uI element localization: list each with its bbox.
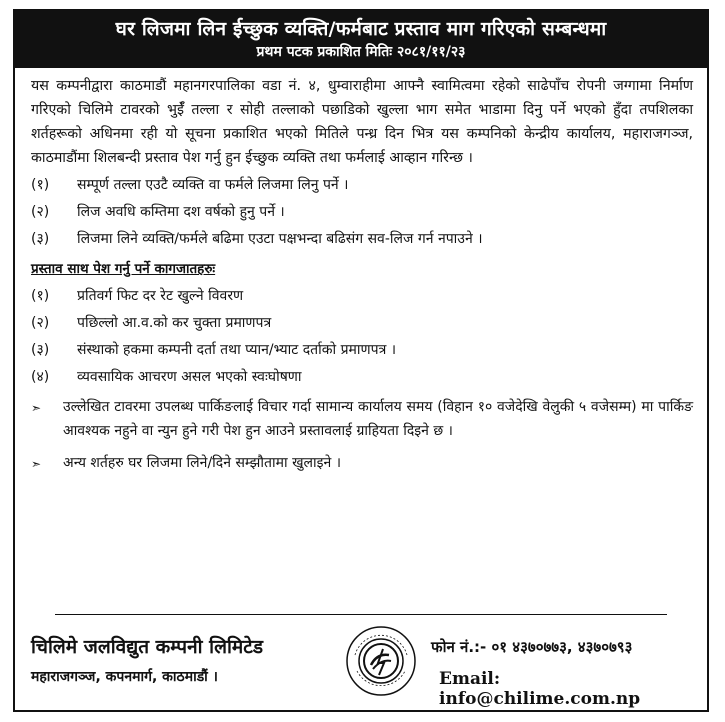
item-text: पछिल्लो आ.व.को कर चुक्ता प्रमाणपत्र (77, 315, 272, 331)
list-item (31, 310, 693, 337)
footer-divider (55, 614, 667, 615)
item-number: (१) (31, 288, 50, 304)
email-address: Email: info@chilime.com.np (439, 669, 641, 709)
notice-header (15, 11, 707, 68)
item-number: (२) (31, 204, 50, 220)
list-item (31, 451, 693, 476)
documents-list (31, 283, 693, 391)
item-number: (२) (31, 315, 50, 331)
list-item (31, 395, 693, 443)
note-text: अन्य शर्तहरु घर लिजमा लिने/दिने सम्झौतामा खुलाइने । (63, 455, 342, 471)
company-address: महाराजगञ्ज, कपनमार्ग, काठमाडौं । (31, 669, 218, 685)
note-text: उल्लेखित टावरमा उपलब्ध पार्किङलाई विचार गर्दा सामान्य कार्यालय समय (विहान १० वजेदेखि वेलुकी ५ वजेसम्म) मा पार्किङ आवश्यक नहुने वा न्युन हुने गरी पेश हुन आउने प्रस्तावलाई ग्राहियता दिइने छ । (63, 399, 693, 439)
chilime-company-seal-icon (345, 625, 417, 697)
list-item (31, 172, 693, 199)
notes-list (31, 395, 693, 476)
notice-body (15, 68, 707, 476)
phone-number: फोन नं.:- ०१ ४३७०७७३, ४३७०७९३ (431, 638, 633, 656)
item-number: (३) (31, 231, 50, 247)
item-text: सम्पूर्ण तल्ला एउटै व्यक्ति वा फर्मले लिजमा लिनु पर्ने । (77, 177, 349, 193)
conditions-list (31, 172, 693, 253)
list-item (31, 226, 693, 253)
item-text: प्रतिवर्ग फिट दर रेट खुल्ने विवरण (77, 288, 244, 304)
documents-heading: प्रस्ताव साथ पेश गर्नु पर्ने कागजातहरुः (31, 261, 216, 277)
item-text: लिजमा लिने व्यक्ति/फर्मले बढिमा एउटा पक्षभन्दा बढिसंग सव-लिज गर्न नपाउने । (77, 231, 483, 247)
company-name: चिलिमे जलविद्युत कम्पनी लिमिटेड (31, 636, 263, 658)
notice-footer (15, 623, 707, 709)
publication-date: प्रथम पटक प्रकाशित मितिः २०८१/११/२३ (256, 44, 466, 60)
list-item (31, 199, 693, 226)
item-text: संस्थाको हकमा कम्पनी दर्ता तथा प्यान/भ्याट दर्ताको प्रमाणपत्र । (77, 342, 397, 358)
list-item (31, 283, 693, 310)
item-number: (१) (31, 177, 50, 193)
list-item (31, 337, 693, 364)
arrow-bullet-icon: ➣ (31, 457, 42, 471)
item-text: लिज अवधि कम्तिमा दश वर्षको हुनु पर्ने । (77, 204, 285, 220)
list-item (31, 364, 693, 391)
item-number: (३) (31, 342, 50, 358)
arrow-bullet-icon: ➣ (31, 401, 42, 415)
notice-panel (13, 9, 709, 712)
intro-paragraph: यस कम्पनीद्वारा काठमाडौं महानगरपालिका वडा नं. ४, धुम्वाराहीमा आफ्नै स्वामित्वमा रहेको साढेपाँच रोपनी जग्गामा निर्माण गरिएको चिलिमे टावरको भुईँ तल्ला र सोही तल्लाको पछाडिको खुल्ला भाग समेत भाडामा दिनु पर्ने भएको हुँदा तपशिलका शर्तहरूको अधिनमा रही यो सूचना प्रकाशित भएको मितिले पन्ध्र दिन भित्र यस कम्पनिको केन्द्रीय कार्यालय, महाराजगञ्ज, काठमाडौंमा शिलबन्दी प्रस्ताव पेश गर्नु हुन ईच्छुक व्यक्ति तथा फर्मलाई आव्हान गरिन्छ । (31, 78, 693, 166)
notice-title: घर लिजमा लिन ईच्छुक व्यक्ति/फर्मबाट प्रस्ताव माग गरिएको सम्बन्धमा (115, 18, 607, 40)
item-text: व्यवसायिक आचरण असल भएको स्वःघोषणा (77, 369, 302, 385)
item-number: (४) (31, 369, 50, 385)
